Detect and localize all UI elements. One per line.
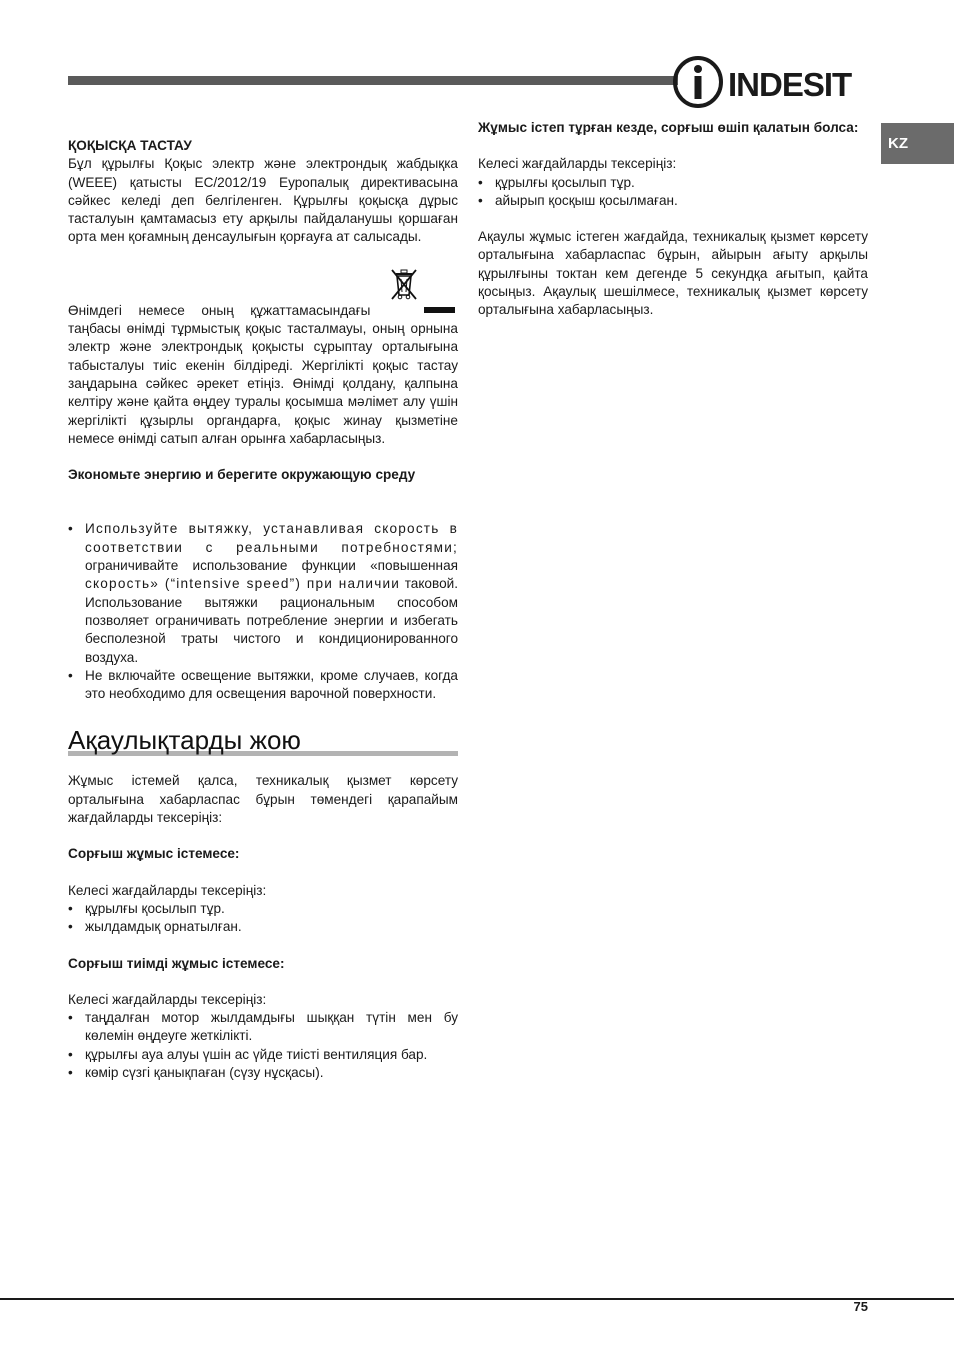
- case2-list: [68, 1009, 458, 1082]
- case1-check: Келесі жағдайларды тексеріңіз:: [68, 882, 267, 898]
- language-tab: KZ: [881, 123, 954, 164]
- list-item: • құрылғы ауа алуы үшін ас үйде тиісті вентиляция бар.: [68, 1046, 458, 1064]
- troubleshooting-intro: Жұмыс істемей қалса, техникалық қызмет көрсету орталығына хабарласпас бұрын төмендегі қарапайым жағдайларды тексеріңіз:: [68, 773, 458, 826]
- disposal-p2-mark: таңбасы: [68, 321, 121, 337]
- list-item: • Используйте вытяжку, устанавливая скорость в соответствии с реальными потребностями; ограничивайте использование функции «повышенная скорость» (“intensive speed”) при наличии таковой. Использование вытяжки рациональным способом позволяет ограничивать потребление энергии и избегать бесполезной траты чистого и кондиционированного воздуха.: [68, 520, 458, 666]
- footer-rule: [0, 1298, 954, 1300]
- disposal-paragraph-1: Бұл құрылғы Қоқыс электр және электрондық жабдықка (WEEE) қатысты ЕС/2012/19 Еуропалық директивасына сәйкес келеді деп белгіленген. Құрылғы қоқысқа дұрыс тасталуын қамтамасыз ету арқылы пайдаланушы қоршаған орта мен қоғамның денсаулығын қорғауға ат салысады.: [68, 156, 458, 245]
- case3-note: Ақаулы жұмыс істеген жағдайда, техникалық қызмет көрсету орталығына хабарласпас бұрын, айырын ағыту арқылы құрылғыны токтан кем дегенде 5 секундқа ағытып, қайта қосыңыз. Ақаулық шешілмесе, техникалық қызмет көрсету орталығына хабарласыңыз.: [478, 229, 868, 318]
- disposal-p2-rest: өнімді тұрмыстық қоқыс тасталмауы, оның орнына электр және электрондық қоқысты сұрыптау орталығына табысталуы тиіс екенін білдіреді. Жергілікті қоқыс тастау заңдарына сәйкес әрекет етіңіз. Өнімді қолдану, қалпына келтіру және қайта өңдеу туралы қосымша мәлімет алу үшін жергілікті құзырлы органдарға, қоқыс жинау қызметіне немесе өнімді сатып алған орынға хабарласыңыз.: [68, 321, 458, 446]
- page-number: 75: [853, 1299, 868, 1314]
- black-bar-symbol: [424, 307, 455, 313]
- energy-heading: Экономьте энергию и берегите окружающую среду: [68, 467, 416, 483]
- energy-list: [68, 520, 458, 703]
- list-item: • көмір сүзгі қанықпаған (сүзу нұсқасы).: [68, 1064, 458, 1082]
- case1-heading: Сорғыш жұмыс істемесе:: [68, 846, 240, 862]
- list-item: • Не включайте освещение вытяжки, кроме случаев, когда это необходимо для освещения варочной поверхности.: [68, 667, 458, 704]
- disposal-paragraph-2: [68, 283, 458, 448]
- svg-text:INDESIT: INDESIT: [728, 66, 852, 103]
- list-item: • жылдамдық орнатылған.: [68, 918, 458, 936]
- troubleshooting-title: Ақаулықтарды жою: [68, 725, 301, 756]
- list-item: • айырып қосқыш қосылмаған.: [478, 192, 868, 210]
- disposal-heading: ҚОҚЫСҚА ТАСТАУ: [68, 138, 192, 153]
- case3-list: [478, 174, 868, 211]
- header-rule: [68, 76, 678, 85]
- list-item: • құрылғы қосылып тұр.: [478, 174, 868, 192]
- disposal-p2-start: Өнімдегі немесе оның құжаттамасындағы: [68, 302, 371, 318]
- case2-check: Келесі жағдайларды тексеріңіз:: [68, 991, 267, 1007]
- list-item: • таңдалған мотор жылдамдығы шыққан түтін мен бу көлемін өңдеуге жеткілікті.: [68, 1009, 458, 1046]
- left-column: [68, 137, 458, 1082]
- case3-check: Келесі жағдайларды тексеріңіз:: [478, 156, 677, 172]
- case3-heading: Жұмыс істеп тұрған кезде, сорғыш өшіп қалатын болса:: [478, 120, 859, 135]
- indesit-logo: [672, 56, 872, 108]
- right-column: [478, 119, 868, 320]
- case2-heading: Сорғыш тиімді жұмыс істемесе:: [68, 955, 285, 971]
- crossed-bin-icon: [387, 283, 421, 319]
- case1-list: [68, 900, 458, 937]
- list-item: • құрылғы қосылып тұр.: [68, 900, 458, 918]
